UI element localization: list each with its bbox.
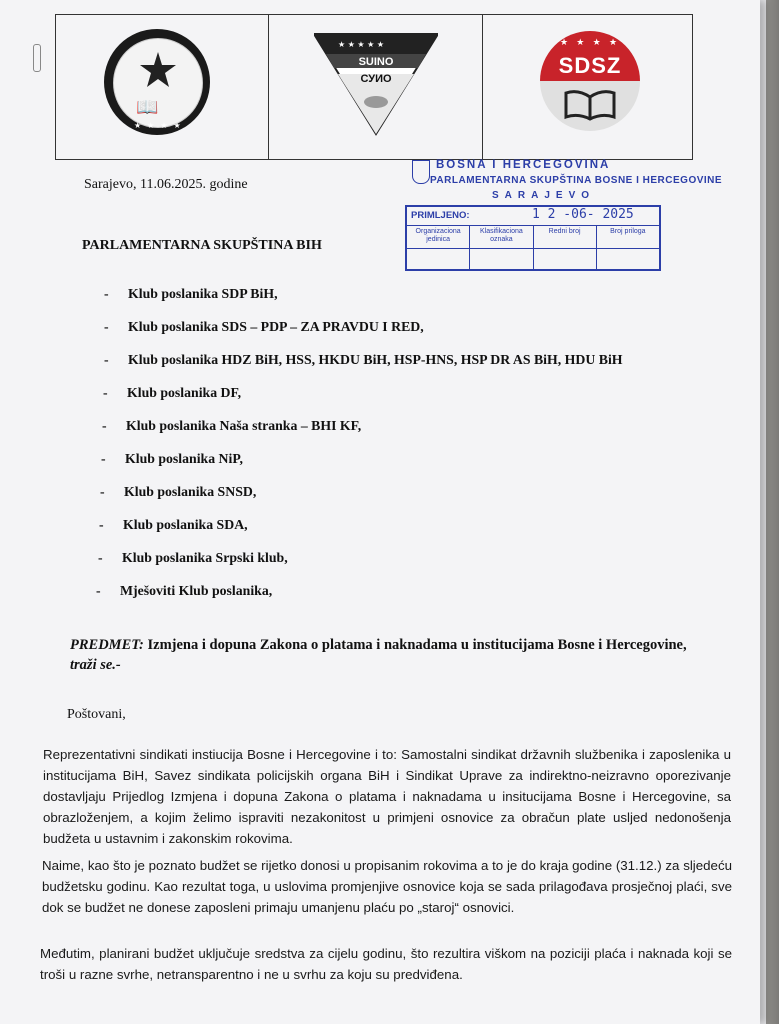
list-item: - Klub poslanika SDP BiH, [104,286,278,301]
book-icon [564,89,616,121]
list-item: - Klub poslanika SNSD, [100,484,257,499]
greeting: Poštovani, [67,707,126,722]
stamp-line-3: SARAJEVO [492,190,596,201]
subject-text: Izmjena i dopuna Zakona o platama i naknadama u institucijama Bosne i Hercegovine, [143,637,687,653]
stamp-col-serial: Redni broj [534,226,597,248]
subject-text-2: traži se.- [70,657,121,673]
stamp-line-2: PARLAMENTARNA SKUPŠTINA BOSNE I HERCEGOVINE [430,175,723,186]
received-label: PRIMLJENO: [411,210,470,221]
suino-stars: ★ ★ ★ ★ ★ [338,40,385,49]
staple-icon [33,44,41,72]
list-item: - Klub poslanika NiP, [101,451,243,466]
logo-header-table [55,14,693,160]
body-paragraph-3: Međutim, planirani budžet uključuje sredstva za cijelu godinu, što rezultira viškom na poziciji plaća i naknada koji se troši u razne svrhe, netransparentno i ne u svrhu za koju su predviđena. [40,946,732,982]
received-date: 1 2 -06- 2025 [532,207,634,222]
sdsz-label: SDSZ [558,53,622,78]
logo-cell-center [269,15,483,159]
police-star-icon [138,51,178,91]
seal-stars: ★ ★ ★ ★ [134,121,183,130]
handshake-icon [364,96,388,108]
suino-triangle-logo-icon [314,32,438,136]
police-union-seal-icon [104,29,210,135]
list-item: - Klub poslanika SDS – PDP – ZA PRAVDU I RED, [104,319,424,334]
received-stamp [405,205,661,271]
sdsz-stars: ★ ★ ★ ★ [559,37,621,47]
subject-label: PREDMET: [70,637,144,653]
body-paragraph-2: Naime, kao što je poznato budžet se rijetko donosi u propisanim rokovima a to je do kraja godine (31.12.) za sljedeću budžetsku godinu. Kao rezultat toga, u uslovima promjenjive osnovice koja se sada prilagođava prosječnoj plaći, sve dok se budžet ne donese zaposleni primaju umanjenu plaću po „starој“ osnovici. [42,858,732,915]
suino-label: SUINO [358,56,394,68]
list-item: - Klub poslanika Naša stranka – BHI KF, [102,418,362,433]
sdsz-logo-icon [540,31,640,131]
suio-label: СУИО [360,73,392,85]
logo-cell-right [483,15,692,159]
list-item: - Klub poslanika Srpski klub, [98,550,288,565]
date-line: Sarajevo, 11.06.2025. godine [84,177,248,192]
addressee-heading: PARLAMENTARNA SKUPŠTINA BIH [82,238,322,253]
logo-cell-left [56,15,269,159]
list-item: - Klub poslanika DF, [103,385,242,400]
list-item: - Mješoviti Klub poslanika, [96,583,273,598]
body-paragraph-1: Reprezentativni sindikati instiucija Bosne i Hercegovine i to: Samostalni sindikat državnih službenika i zaposlenika u institucijama BiH, Savez sindikata policijskih organa BiH i Sindikat Uprave za indirektno-neizravno oporezivanje dostavljaju Prijedlog Izmjena i dopuna Zakona o platama i naknadama u insitucijama Bosne i Hercegovine, sa obrazloženjem, a kojim želimo ispraviti nezakonitost u primjeni osnovice za obračun plate usljed nedonošenja budžeta u ustavnim i zakonskim rokovima. [43,747,731,846]
subject-line [70,635,730,675]
stamp-col-attachments: Broj priloga [610,228,646,235]
stamp-col-classification: Klasifikaciona oznaka [470,226,533,248]
coat-of-arms-icon [412,160,430,184]
list-item: - Klub poslanika HDZ BiH, HSS, HKDU BiH, HSP-HNS, HSP DR AS BiH, HDU BiH [104,352,623,367]
stamp-col-org-unit: Organizaciona jedinica [407,226,470,248]
list-item: - Klub poslanika SDA, [99,517,248,532]
stamp-line-1: BOSNA I HERCEGOVINA [436,159,611,171]
open-book-icon: 📖 [136,97,159,117]
